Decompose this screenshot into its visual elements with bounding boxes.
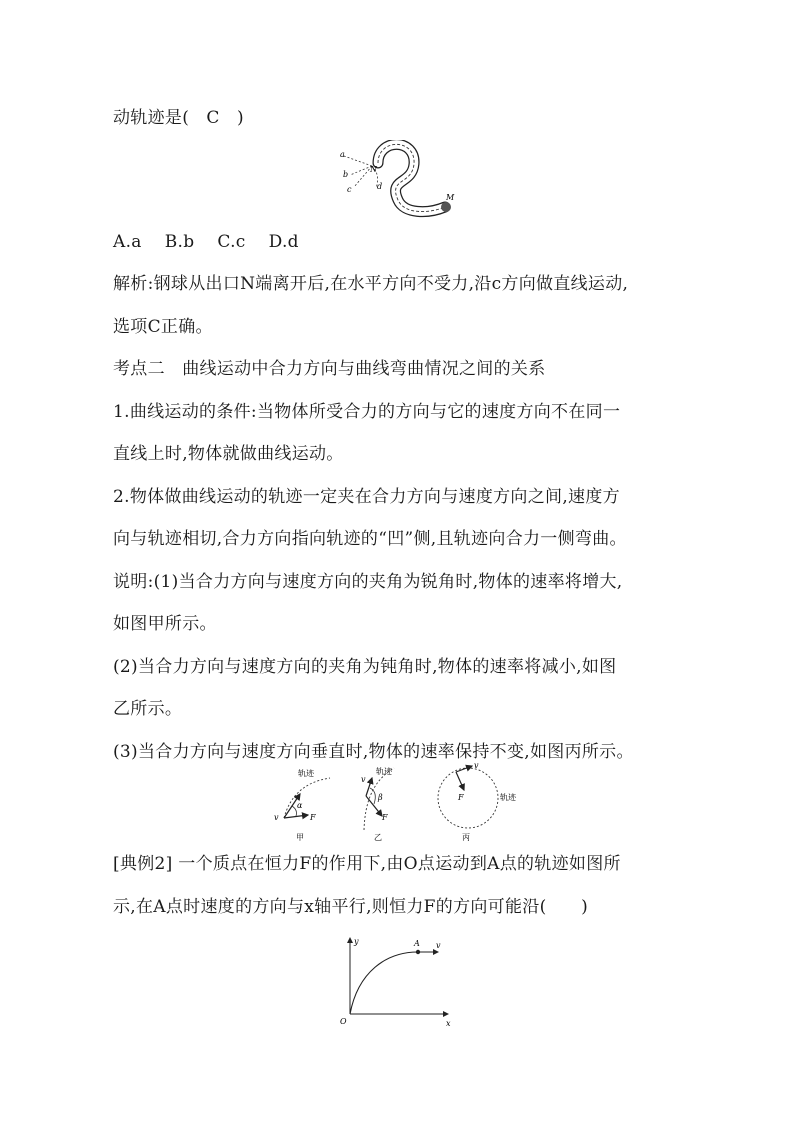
note1-line2: 如图甲所示。 <box>113 614 217 634</box>
yi-v-label: v <box>361 775 366 784</box>
note2-line2: 乙所示。 <box>113 699 183 719</box>
force-velocity-diagrams <box>270 760 530 848</box>
tube-trajectory-figure <box>330 140 460 222</box>
jia-angle-label: α <box>297 801 303 810</box>
y-axis-label: y <box>354 937 359 946</box>
jia-caption: 甲 <box>296 833 304 842</box>
example2-line1: [典例2] 一个质点在恒力F的作用下,由O点运动到A点的轨迹如图所 <box>113 854 621 874</box>
section-title: 考点二 曲线运动中合力方向与曲线弯曲情况之间的关系 <box>113 359 546 379</box>
note3: (3)当合力方向与速度方向垂直时,物体的速率保持不变,如图丙所示。 <box>113 742 634 762</box>
jia-v-label: v <box>274 813 279 822</box>
jia-F-label: F <box>310 813 316 822</box>
x-axis-label: x <box>446 1019 451 1028</box>
bing-track-label: 轨迹 <box>500 793 516 802</box>
label-d: d <box>377 182 383 191</box>
yi-F-label: F <box>382 813 388 822</box>
label-N: N <box>370 165 377 174</box>
section-p1-line1: 1.曲线运动的条件:当物体所受合力的方向与它的速度方向不在同一 <box>113 402 621 422</box>
label-b: b <box>343 170 349 179</box>
label-M: M <box>446 193 455 202</box>
jia-track-label: 轨迹 <box>298 769 314 778</box>
v-label: v <box>436 941 441 950</box>
note2-line1: (2)当合力方向与速度方向的夹角为钝角时,物体的速率将减小,如图 <box>113 657 617 677</box>
A-label: A <box>414 939 420 948</box>
example2-line2: 示,在A点时速度的方向与x轴平行,则恒力F的方向可能沿( ) <box>113 897 589 917</box>
diagram-jia <box>274 768 330 842</box>
diagram-bing <box>438 761 517 842</box>
bing-F-label: F <box>458 793 464 802</box>
yi-track-label: 轨迹 <box>376 767 392 776</box>
label-c: c <box>347 185 352 194</box>
diagram-yi <box>361 766 394 842</box>
section-p1-line2: 直线上时,物体就做曲线运动。 <box>113 444 344 464</box>
trajectory-graph <box>336 932 466 1030</box>
q1-options: A.a B.b C.c D.d <box>113 232 299 252</box>
q1-analysis-line2: 选项C正确。 <box>113 317 213 337</box>
bing-caption: 丙 <box>462 833 470 842</box>
section-p2-line1: 2.物体做曲线运动的轨迹一定夹在合力方向与速度方向之间,速度方 <box>113 487 620 507</box>
bing-v-label: v <box>474 761 479 770</box>
origin-label: O <box>340 1017 347 1026</box>
q1-stem-tail: 动轨迹是( C ) <box>113 108 244 128</box>
yi-angle-label: β <box>378 793 383 802</box>
section-p2-line2: 向与轨迹相切,合力方向指向轨迹的“凹”侧,且轨迹向合力一侧弯曲。 <box>113 529 627 549</box>
trajectory-curve <box>350 952 418 1014</box>
q1-analysis-line1: 解析:钢球从出口N端离开后,在水平方向不受力,沿c方向做直线运动, <box>113 274 629 294</box>
note1-line1: 说明:(1)当合力方向与速度方向的夹角为锐角时,物体的速率将增大, <box>113 572 623 592</box>
label-a: a <box>340 150 345 159</box>
yi-caption: 乙 <box>374 833 382 842</box>
